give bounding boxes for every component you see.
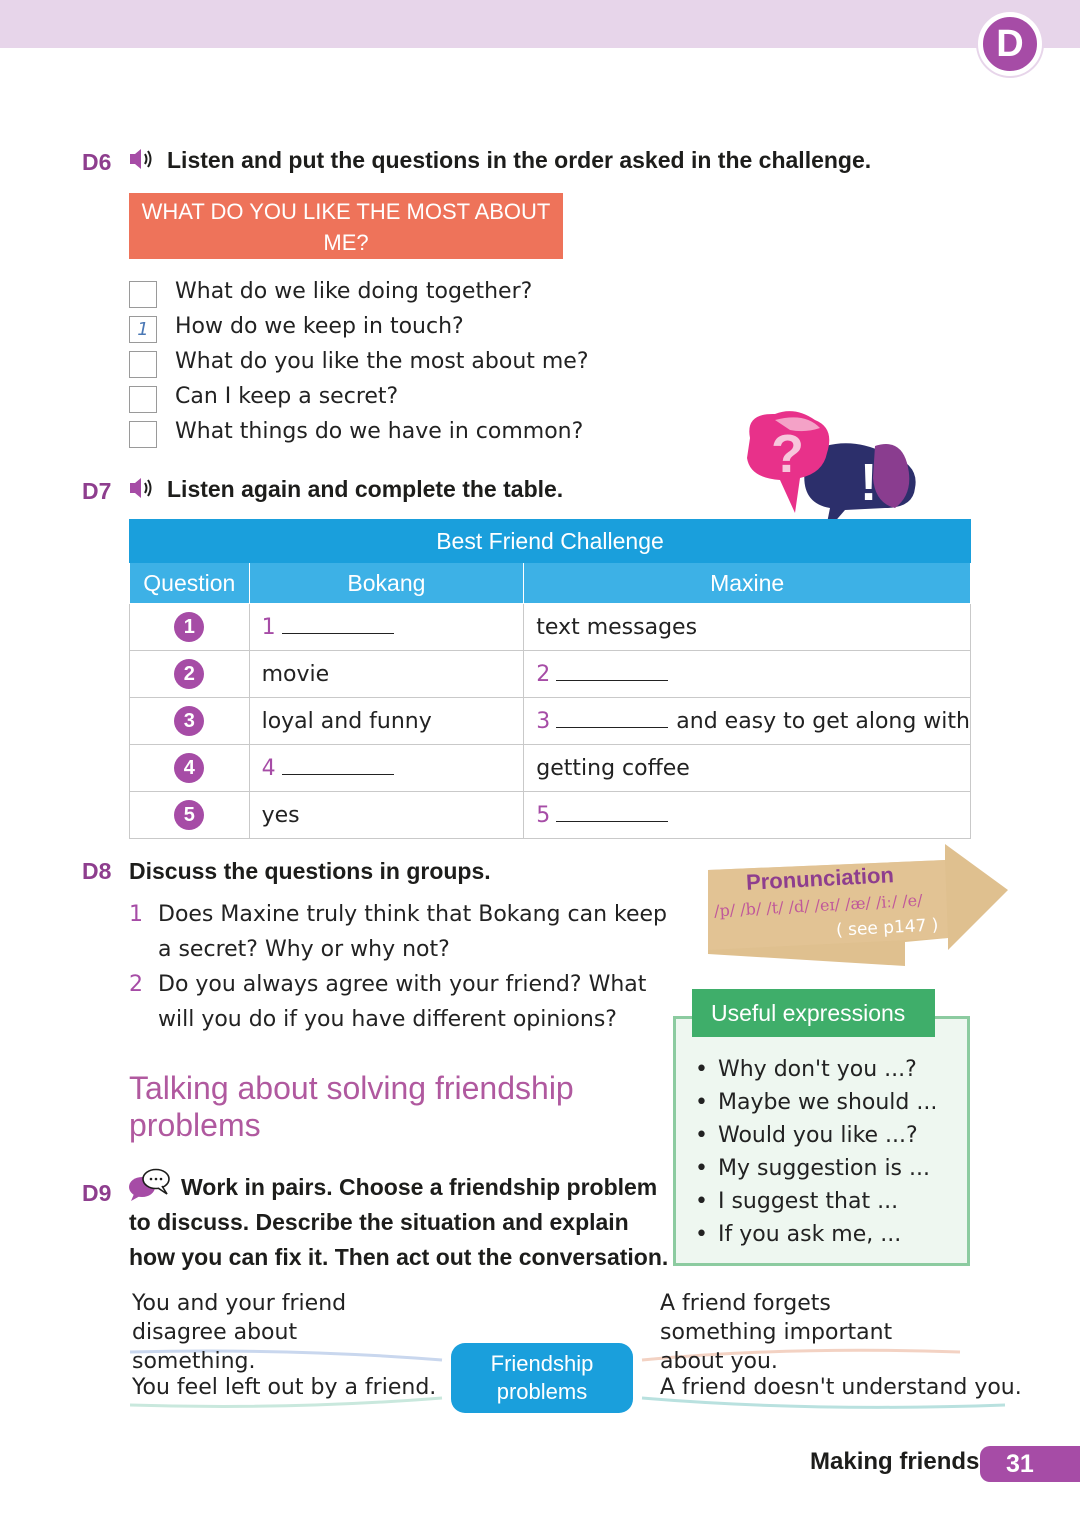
question-number: 2	[174, 659, 204, 689]
svg-text:!: !	[860, 454, 878, 512]
list-item	[129, 967, 669, 1037]
table-row	[130, 604, 971, 651]
list-item: • I suggest that ...	[695, 1185, 937, 1218]
table-cell: yes	[261, 802, 300, 828]
table-row	[130, 698, 971, 745]
column-header: Question	[130, 563, 250, 604]
table-cell: loyal and funny	[261, 708, 432, 734]
question-text: What do we like doing together?	[175, 279, 533, 304]
list-item	[129, 313, 589, 348]
question-text: Can I keep a secret?	[175, 384, 399, 409]
exercise-number-d6: D6	[82, 149, 112, 175]
list-item: • Why don't you ...?	[695, 1053, 937, 1086]
question-number: 3	[174, 706, 204, 736]
discussion-list	[129, 897, 669, 1037]
instruction-d8: Discuss the questions in groups.	[129, 858, 491, 884]
page-number: 31	[980, 1446, 1080, 1482]
answer-box[interactable]: 1	[129, 316, 157, 343]
question-number: 1	[174, 612, 204, 642]
friendship-problems-hub: Friendship problems	[451, 1343, 633, 1413]
answer-box[interactable]	[129, 351, 157, 378]
instruction-d6: Listen and put the questions in the order asked in the challenge.	[167, 147, 872, 173]
best-friend-table	[129, 519, 971, 839]
item-text: Does Maxine truly think that Bokang can keep a secret? Why or why not?	[158, 902, 668, 962]
gap-number: 2	[536, 662, 551, 687]
question-text: What things do we have in common?	[175, 419, 584, 444]
gap-number: 3	[536, 709, 551, 734]
useful-expressions-list	[695, 1053, 937, 1251]
item-number: 2	[129, 972, 143, 997]
question-text: How do we keep in touch?	[175, 314, 464, 339]
pronunciation-label[interactable]: Pronunciation	[745, 862, 895, 895]
question-banner: WHAT DO YOU LIKE THE MOST ABOUT ME?	[129, 193, 563, 259]
instruction-d7: Listen again and complete the table.	[167, 476, 564, 502]
list-item	[129, 278, 589, 313]
problem-text: You and your friend disagree about something.	[132, 1291, 347, 1374]
instruction-d9: Work in pairs. Choose a friendship problem to discuss. Describe the situation and explain how you can fix it. Then act out the conversation.	[129, 1174, 669, 1270]
list-item	[129, 383, 589, 418]
problem-bottom-right[interactable]: A friend doesn't understand you.	[660, 1375, 1022, 1400]
gap-number: 1	[261, 615, 276, 640]
gap-number: 4	[261, 756, 276, 781]
exercise-number-d7: D7	[82, 478, 112, 504]
table-row	[130, 792, 971, 839]
problem-top-left[interactable]	[132, 1289, 422, 1376]
question-text: What do you like the most about me?	[175, 349, 589, 374]
list-item: • My suggestion is ...	[695, 1152, 937, 1185]
problem-top-right[interactable]	[660, 1289, 950, 1376]
table-row	[130, 745, 971, 792]
useful-expressions-title: Useful expressions	[692, 989, 935, 1037]
exercise-number-d9: D9	[82, 1180, 112, 1206]
pronunciation-symbols: /p/ /b/ /t/ /d/ /eɪ/ /æ/ /iː/ /e/	[713, 890, 923, 921]
table-cell: and easy to get along with	[676, 709, 970, 734]
column-header: Maxine	[524, 563, 971, 604]
table-title: Best Friend Challenge	[130, 520, 971, 563]
item-number: 1	[129, 902, 143, 927]
question-number: 4	[174, 753, 204, 783]
item-text: Do you always agree with your friend? What will you do if you have different opinions?	[158, 972, 647, 1032]
table-cell: movie	[261, 661, 330, 687]
list-item: • Maybe we should ...	[695, 1086, 937, 1119]
answer-box[interactable]	[129, 421, 157, 448]
exercise-number-d8: D8	[82, 858, 112, 884]
problem-bottom-left[interactable]: You feel left out by a friend.	[132, 1375, 437, 1400]
top-band	[0, 0, 1080, 48]
list-item: • If you ask me, ...	[695, 1218, 937, 1251]
ordering-list	[129, 278, 589, 453]
answer-box[interactable]	[129, 386, 157, 413]
list-item: • Would you like ...?	[695, 1119, 937, 1152]
table-cell: text messages	[536, 614, 698, 640]
list-item	[129, 897, 669, 967]
section-title: Talking about solving friendship problems	[129, 1070, 574, 1143]
pronunciation-page-ref: ( see p147 )	[835, 915, 939, 941]
answer-box[interactable]	[129, 281, 157, 308]
answer-blank[interactable]	[282, 755, 394, 775]
question-number: 5	[174, 800, 204, 830]
problem-text: A friend forgets something important about you.	[660, 1291, 893, 1374]
list-item	[129, 348, 589, 383]
column-header: Bokang	[249, 563, 524, 604]
answer-blank[interactable]	[556, 708, 668, 728]
audio-icon[interactable]	[128, 146, 156, 172]
svg-text:?: ?	[771, 424, 804, 484]
table-cell: getting coffee	[536, 755, 690, 781]
answer-blank[interactable]	[556, 661, 668, 681]
audio-icon[interactable]	[128, 475, 156, 501]
footer-unit-title: Making friends	[810, 1448, 980, 1475]
unit-badge: D	[978, 12, 1042, 76]
table-row	[130, 651, 971, 698]
answer-blank[interactable]	[556, 802, 668, 822]
answer-blank[interactable]	[282, 614, 394, 634]
gap-number: 5	[536, 803, 551, 828]
list-item	[129, 418, 589, 453]
